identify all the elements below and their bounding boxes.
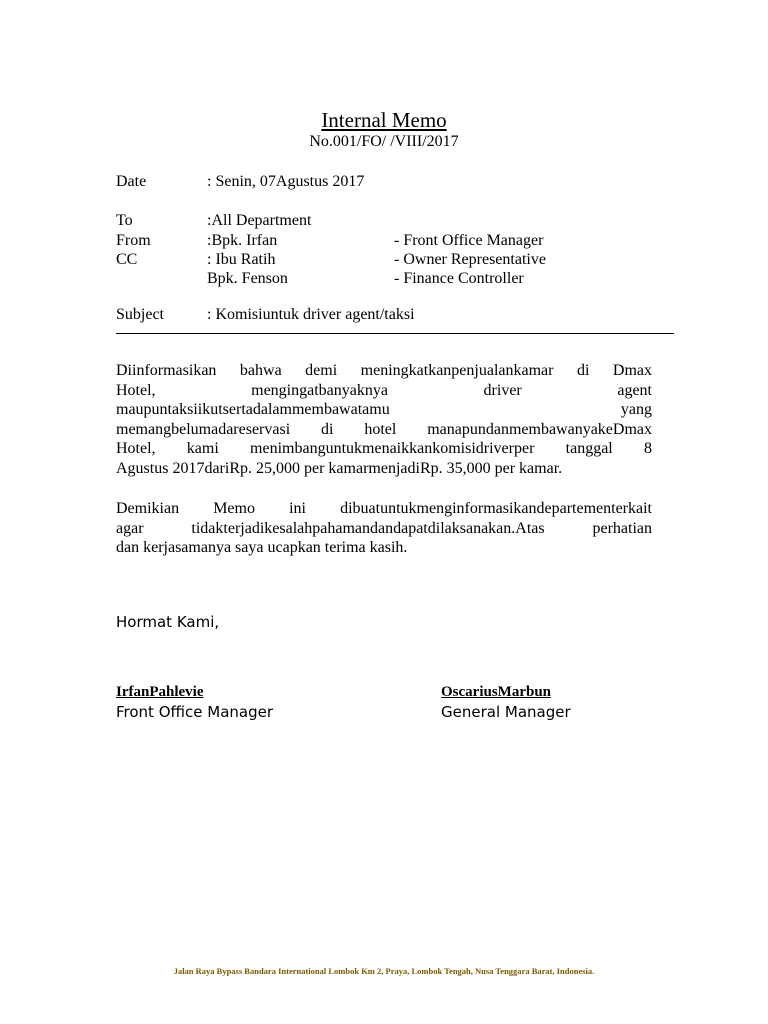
body-paragraph-2 xyxy=(116,499,652,558)
paragraph-line: agar tidakterjadikesalahpahamandandapatdilaksanakan.Atas perhatian xyxy=(116,519,652,537)
paragraph-line: dan kerjasamanya saya ucapkan terima kasih. xyxy=(116,539,408,556)
cc-role-2: - Finance Controller xyxy=(394,270,524,287)
to-label: To xyxy=(116,212,133,229)
subject-value: : Komisiuntuk driver agent/taksi xyxy=(207,306,415,323)
from-label: From xyxy=(116,232,151,249)
signature-left-title: Front Office Manager xyxy=(116,703,274,721)
to-value: :All Department xyxy=(207,212,312,229)
cc-value-1: : Ibu Ratih xyxy=(207,251,276,268)
signature-right-name: OscariusMarbun xyxy=(441,684,552,700)
from-value: :Bpk. Irfan xyxy=(207,232,278,249)
cc-value-2: Bpk. Fenson xyxy=(207,270,288,287)
date-label: Date xyxy=(116,173,147,190)
memo-number: No.001/FO/ /VIII/2017 xyxy=(309,133,459,150)
date-value: : Senin, 07Agustus 2017 xyxy=(207,173,365,190)
from-role: - Front Office Manager xyxy=(394,232,544,249)
paragraph-line: Agustus 2017dariRp. 25,000 per kamarmenjadiRp. 35,000 per kamar. xyxy=(116,459,563,477)
paragraph-line: Hotel, mengingatbanyaknya driver agent xyxy=(116,381,652,399)
signature-left-name: IrfanPahlevie xyxy=(116,684,204,700)
paragraph-line: maupuntaksiikutsertadalammembawatamu yang xyxy=(116,401,652,418)
header-divider xyxy=(116,333,674,334)
paragraph-line: Hotel, kami menimbanguntukmenaikkankomisidriverper tanggal 8 xyxy=(116,440,652,457)
subject-label: Subject xyxy=(116,306,164,323)
signature-right-title: General Manager xyxy=(441,703,571,721)
cc-role-1: - Owner Representative xyxy=(394,251,546,268)
cc-label: CC xyxy=(116,251,138,268)
closing-text: Hormat Kami, xyxy=(116,613,220,631)
paragraph-line: Demikian Memo ini dibuatuntukmenginformasikandepartementerkait xyxy=(116,500,652,517)
paragraph-line: memangbelumadareservasi di hotel manapundanmembawanyakeDmax xyxy=(116,420,652,438)
footer-address: Jalan Raya Bypass Bandara International Lombok Km 2, Praya, Lombok Tengah, Nusa Tenggara Barat, Indonesia. xyxy=(173,966,595,976)
paragraph-line: Diinformasikan bahwa demi meningkatkanpenjualankamar di Dmax xyxy=(116,362,652,379)
body-paragraph-1 xyxy=(116,361,652,478)
memo-title: Internal Memo xyxy=(321,108,447,132)
